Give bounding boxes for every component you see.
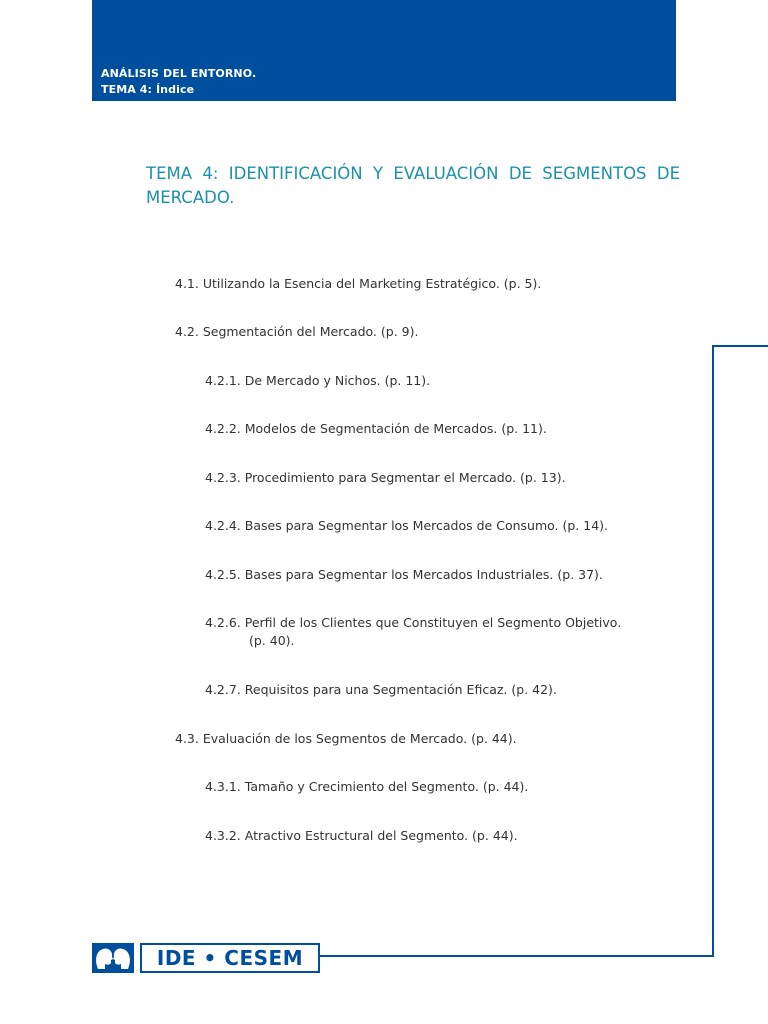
frame-line-right [712, 345, 714, 957]
toc-item-4-3 [175, 730, 517, 748]
toc-item-4-2-5 [205, 566, 603, 584]
toc-item-label: 4.3.2. Atractivo Estructural del Segmento. (p. 44). [205, 828, 518, 843]
toc-item-4-3-1 [205, 778, 528, 796]
toc-item-label: 4.2.4. Bases para Segmentar los Mercados de Consumo. (p. 14). [205, 518, 609, 533]
toc-item-label: 4.3.1. Tamaño y Crecimiento del Segmento. (p. 44). [205, 779, 529, 794]
toc-item-label: 4.2.1. De Mercado y Nichos. (p. 11). [205, 373, 431, 388]
toc-item-label: 4.2.3. Procedimiento para Segmentar el Mercado. (p. 13). [205, 470, 566, 485]
toc-item-label: 4.2.7. Requisitos para una Segmentación Eficaz. (p. 42). [205, 682, 557, 697]
frame-line-bottom [320, 955, 714, 957]
toc-item-label: 4.2.6. Perfil de los Clientes que Constituyen el Segmento Objetivo. [205, 615, 622, 630]
ide-cesem-logo [92, 943, 320, 973]
toc-item-4-2-2 [205, 420, 547, 438]
two-heads-icon-graphic [94, 945, 132, 971]
header-topic-label: TEMA 4: Índice [101, 83, 195, 96]
toc-item-page-ref: (p. 40). [249, 633, 295, 648]
toc-item-4-2-4 [205, 517, 608, 535]
logo-wordmark: IDE • CESEM [140, 943, 320, 973]
toc-item-label: 4.3. Evaluación de los Segmentos de Mercado. (p. 44). [175, 731, 517, 746]
toc-item-label: 4.2. Segmentación del Mercado. (p. 9). [175, 324, 419, 339]
toc-item-label: 4.1. Utilizando la Esencia del Marketing Estratégico. (p. 5). [175, 276, 542, 291]
toc-item-4-1 [175, 275, 541, 293]
frame-line-top [713, 345, 768, 347]
page-title: TEMA 4: IDENTIFICACIÓN Y EVALUACIÓN DE SEGMENTOS DE MERCADO. [146, 164, 680, 207]
toc-item-label: 4.2.5. Bases para Segmentar los Mercados Industriales. (p. 37). [205, 567, 603, 582]
toc-item-4-3-2 [205, 827, 518, 845]
header-section-label: ANÁLISIS DEL ENTORNO. [101, 67, 257, 80]
toc-item-4-2-1 [205, 372, 430, 390]
two-heads-icon [92, 943, 134, 973]
toc-item-4-2-6 [205, 614, 621, 650]
toc-item-4-2-7 [205, 681, 557, 699]
toc-item-4-2 [175, 323, 418, 341]
toc-item-label: 4.2.2. Modelos de Segmentación de Mercados. (p. 11). [205, 421, 547, 436]
toc-item-4-2-3 [205, 469, 566, 487]
